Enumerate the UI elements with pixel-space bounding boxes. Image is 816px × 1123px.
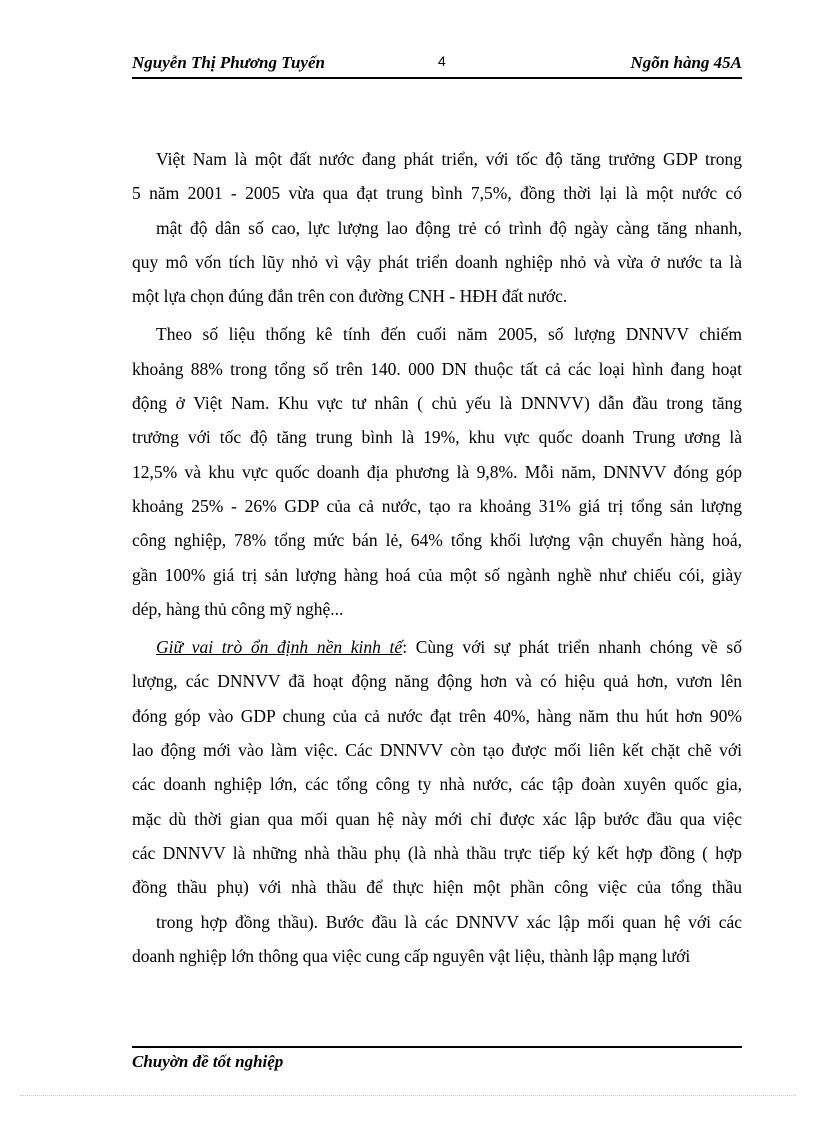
paragraph-line: Theo số liệu thống kê tính đến cuối năm 2005, số lượng DNNVV chiếm xyxy=(156,324,742,345)
header-page-number: 4 xyxy=(438,53,446,69)
page-bottom-divider xyxy=(20,1095,796,1096)
paragraph-line: công nghiệp, 78% tổng mức bán lẻ, 64% tổng khối lượng vận chuyển hàng hoá, xyxy=(132,530,742,551)
paragraph-line: gần 100% giá trị sản lượng hàng hoá của một số ngành nghề như chiếu cói, giày xyxy=(132,564,742,585)
paragraph-line: quy mô vốn tích lũy nhỏ vì vậy phát triển doanh nghiệp nhỏ và vừa ở nước ta là xyxy=(132,251,742,272)
paragraph-line: trong hợp đồng thầu). Bước đầu là các DNNVV xác lập mối quan hệ với các xyxy=(156,911,742,932)
paragraph-line xyxy=(132,630,742,664)
paragraph-line: mật độ dân số cao, lực lượng lao động trẻ có trình độ ngày càng tăng nhanh, xyxy=(156,217,742,238)
paragraph-line: khoảng 25% - 26% GDP của cả nước, tạo ra khoảng 31% giá trị tổng sản lượng xyxy=(132,495,742,516)
paragraph-line: mặc dù thời gian qua mối quan hệ này mới chỉ được xác lập bước đầu qua việc xyxy=(132,808,742,829)
paragraph-line: các doanh nghiệp lớn, các tổng công ty nhà nước, các tập đoàn xuyên quốc gia, xyxy=(132,774,742,795)
paragraph-line: các DNNVV là những nhà thầu phụ (là nhà thầu trực tiếp ký kết hợp đồng ( hợp xyxy=(132,842,742,863)
paragraph-line: 12,5% và khu vực quốc doanh địa phương là 9,8%. Mỗi năm, DNNVV đóng góp xyxy=(132,461,742,482)
paragraph-line: đồng thầu phụ) với nhà thầu để thực hiện một phần công việc của tổng thầu xyxy=(132,877,742,898)
paragraph-line: 5 năm 2001 - 2005 vừa qua đạt trung bình 7,5%, đồng thời lại là một nước có xyxy=(132,183,742,204)
paragraph-line: Việt Nam là một đất nước đang phát triển, với tốc độ tăng trưởng GDP trong xyxy=(156,149,742,169)
paragraph-line: khoảng 88% trong tổng số trên 140. 000 DN thuộc tất cả các loại hình đang hoạt xyxy=(132,358,742,379)
section-heading: Giữ vai trò ổn định nền kinh tế xyxy=(156,637,403,658)
footer-text: Chuyờn đề tốt nghiệp xyxy=(132,1052,284,1071)
header-class: Ngõn hàng 45A xyxy=(630,53,742,72)
paragraph-line: lao động mới vào làm việc. Các DNNVV còn tạo được mối liên kết chặt chẽ với xyxy=(132,740,742,761)
paragraph-line: một lựa chọn đúng đắn trên con đường CNH - HĐH đất nước. xyxy=(132,286,568,307)
page-header xyxy=(132,53,742,79)
document-body xyxy=(132,142,742,973)
page-footer xyxy=(132,1046,742,1072)
paragraph-line: trưởng với tốc độ tăng trung bình là 19%, khu vực quốc doanh Trung ương là xyxy=(132,427,742,448)
paragraph-line: dép, hàng thủ công mỹ nghệ... xyxy=(132,598,344,619)
header-author: Nguyễn Thị Phương Tuyến xyxy=(132,53,325,72)
paragraph-line: động ở Việt Nam. Khu vực tư nhân ( chủ yếu là DNNVV) dẫn đầu trong tăng xyxy=(132,393,742,414)
paragraph-text: : Cùng với sự phát triển nhanh chóng về số xyxy=(402,637,742,658)
paragraph-line: đóng góp vào GDP chung của cả nước đạt trên 40%, hàng năm thu hút hơn 90% xyxy=(132,705,742,726)
paragraph-line: lượng, các DNNVV đã hoạt động năng động hơn và có hiệu quả hơn, vươn lên xyxy=(132,671,742,692)
paragraph-line: doanh nghiệp lớn thông qua việc cung cấp nguyên vật liệu, thành lập mạng lưới xyxy=(132,945,691,966)
